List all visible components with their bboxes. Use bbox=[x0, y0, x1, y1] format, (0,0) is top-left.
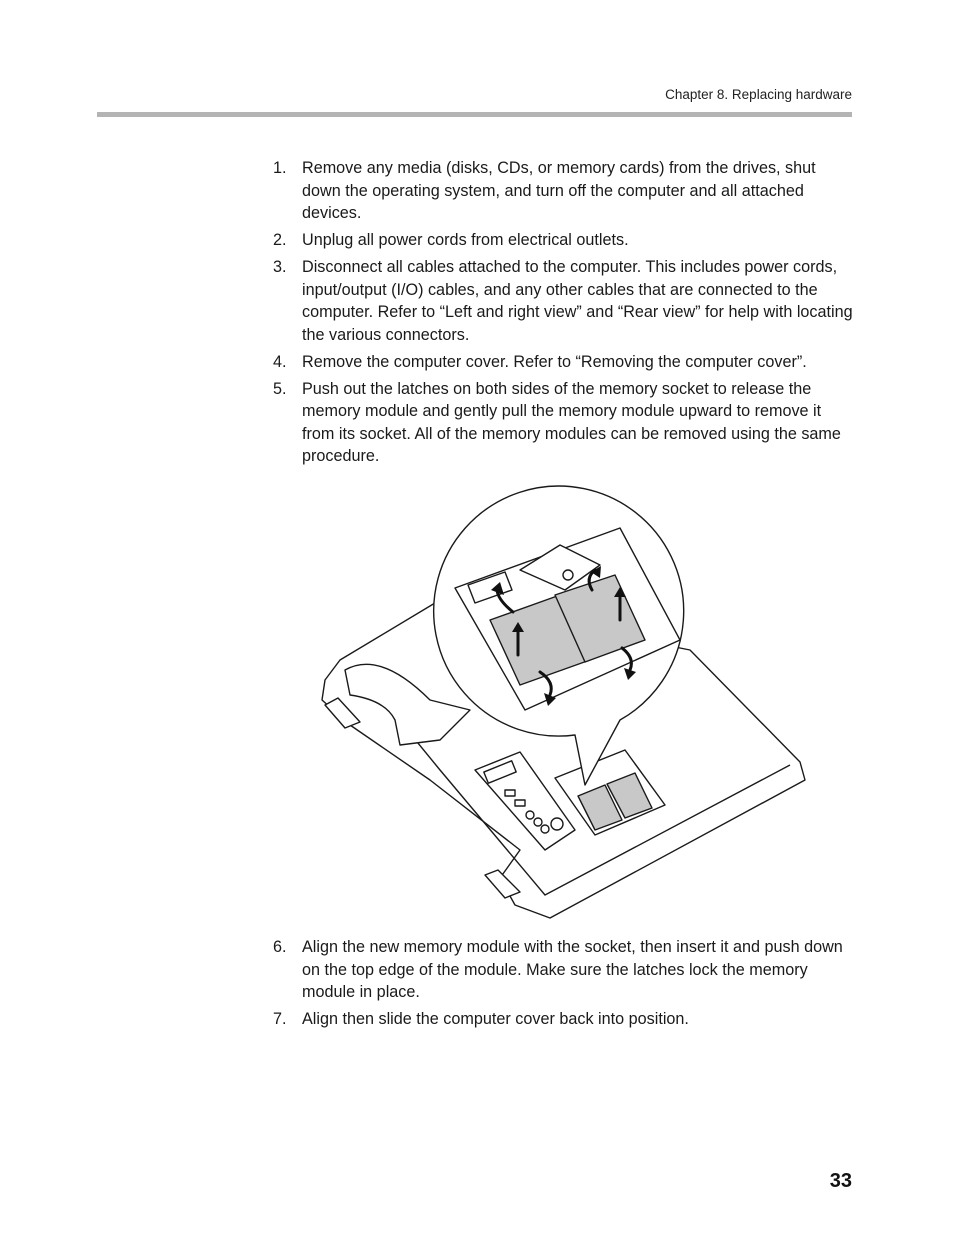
step-number: 7. bbox=[273, 1010, 287, 1028]
step-item bbox=[273, 229, 855, 252]
step-item bbox=[273, 256, 855, 346]
io-port bbox=[505, 790, 515, 796]
step-text: Disconnect all cables attached to the computer. This includes power cords, input/output (I/O) cables, and any other cables that are connected to the computer. Refer to “Left and right view” and “Rear view” for help with locating the various connectors. bbox=[302, 258, 853, 344]
step-list-after bbox=[273, 936, 855, 1035]
io-jack bbox=[541, 825, 549, 833]
step-list-before bbox=[273, 157, 855, 472]
io-jack bbox=[551, 818, 563, 830]
step-item bbox=[273, 936, 855, 1004]
step-number: 5. bbox=[273, 379, 287, 398]
step-item bbox=[273, 157, 855, 225]
header-rule bbox=[97, 112, 852, 117]
running-header: Chapter 8. Replacing hardware bbox=[665, 87, 852, 102]
step-text: Align the new memory module with the socket, then insert it and push down on the top edge of the module. Make sure the latches lock the memory module in place. bbox=[302, 938, 843, 1001]
zoom-screw bbox=[563, 570, 573, 580]
step-number: 4. bbox=[273, 352, 287, 371]
step-item bbox=[273, 378, 855, 468]
step-text: Remove any media (disks, CDs, or memory cards) from the drives, shut down the operating system, and turn off the computer and all attached devices. bbox=[302, 159, 816, 222]
step-item bbox=[273, 1008, 855, 1031]
step-text: Remove the computer cover. Refer to “Removing the computer cover”. bbox=[302, 352, 807, 371]
step-number: 1. bbox=[273, 159, 287, 177]
step-item bbox=[273, 351, 855, 374]
step-number: 6. bbox=[273, 938, 287, 956]
step-text: Unplug all power cords from electrical outlets. bbox=[302, 231, 629, 249]
step-number: 3. bbox=[273, 258, 287, 276]
io-jack bbox=[534, 818, 542, 826]
memory-module-illustration bbox=[300, 484, 820, 924]
page-number: 33 bbox=[829, 1170, 852, 1192]
step-text: Push out the latches on both sides of the memory socket to release the memory module and gently pull the memory module upward to remove it from its socket. All of the memory modules can be removed using the same procedure. bbox=[302, 379, 841, 465]
io-port bbox=[515, 800, 525, 806]
io-jack bbox=[526, 811, 534, 819]
step-text: Align then slide the computer cover back into position. bbox=[302, 1010, 689, 1028]
step-number: 2. bbox=[273, 231, 287, 249]
